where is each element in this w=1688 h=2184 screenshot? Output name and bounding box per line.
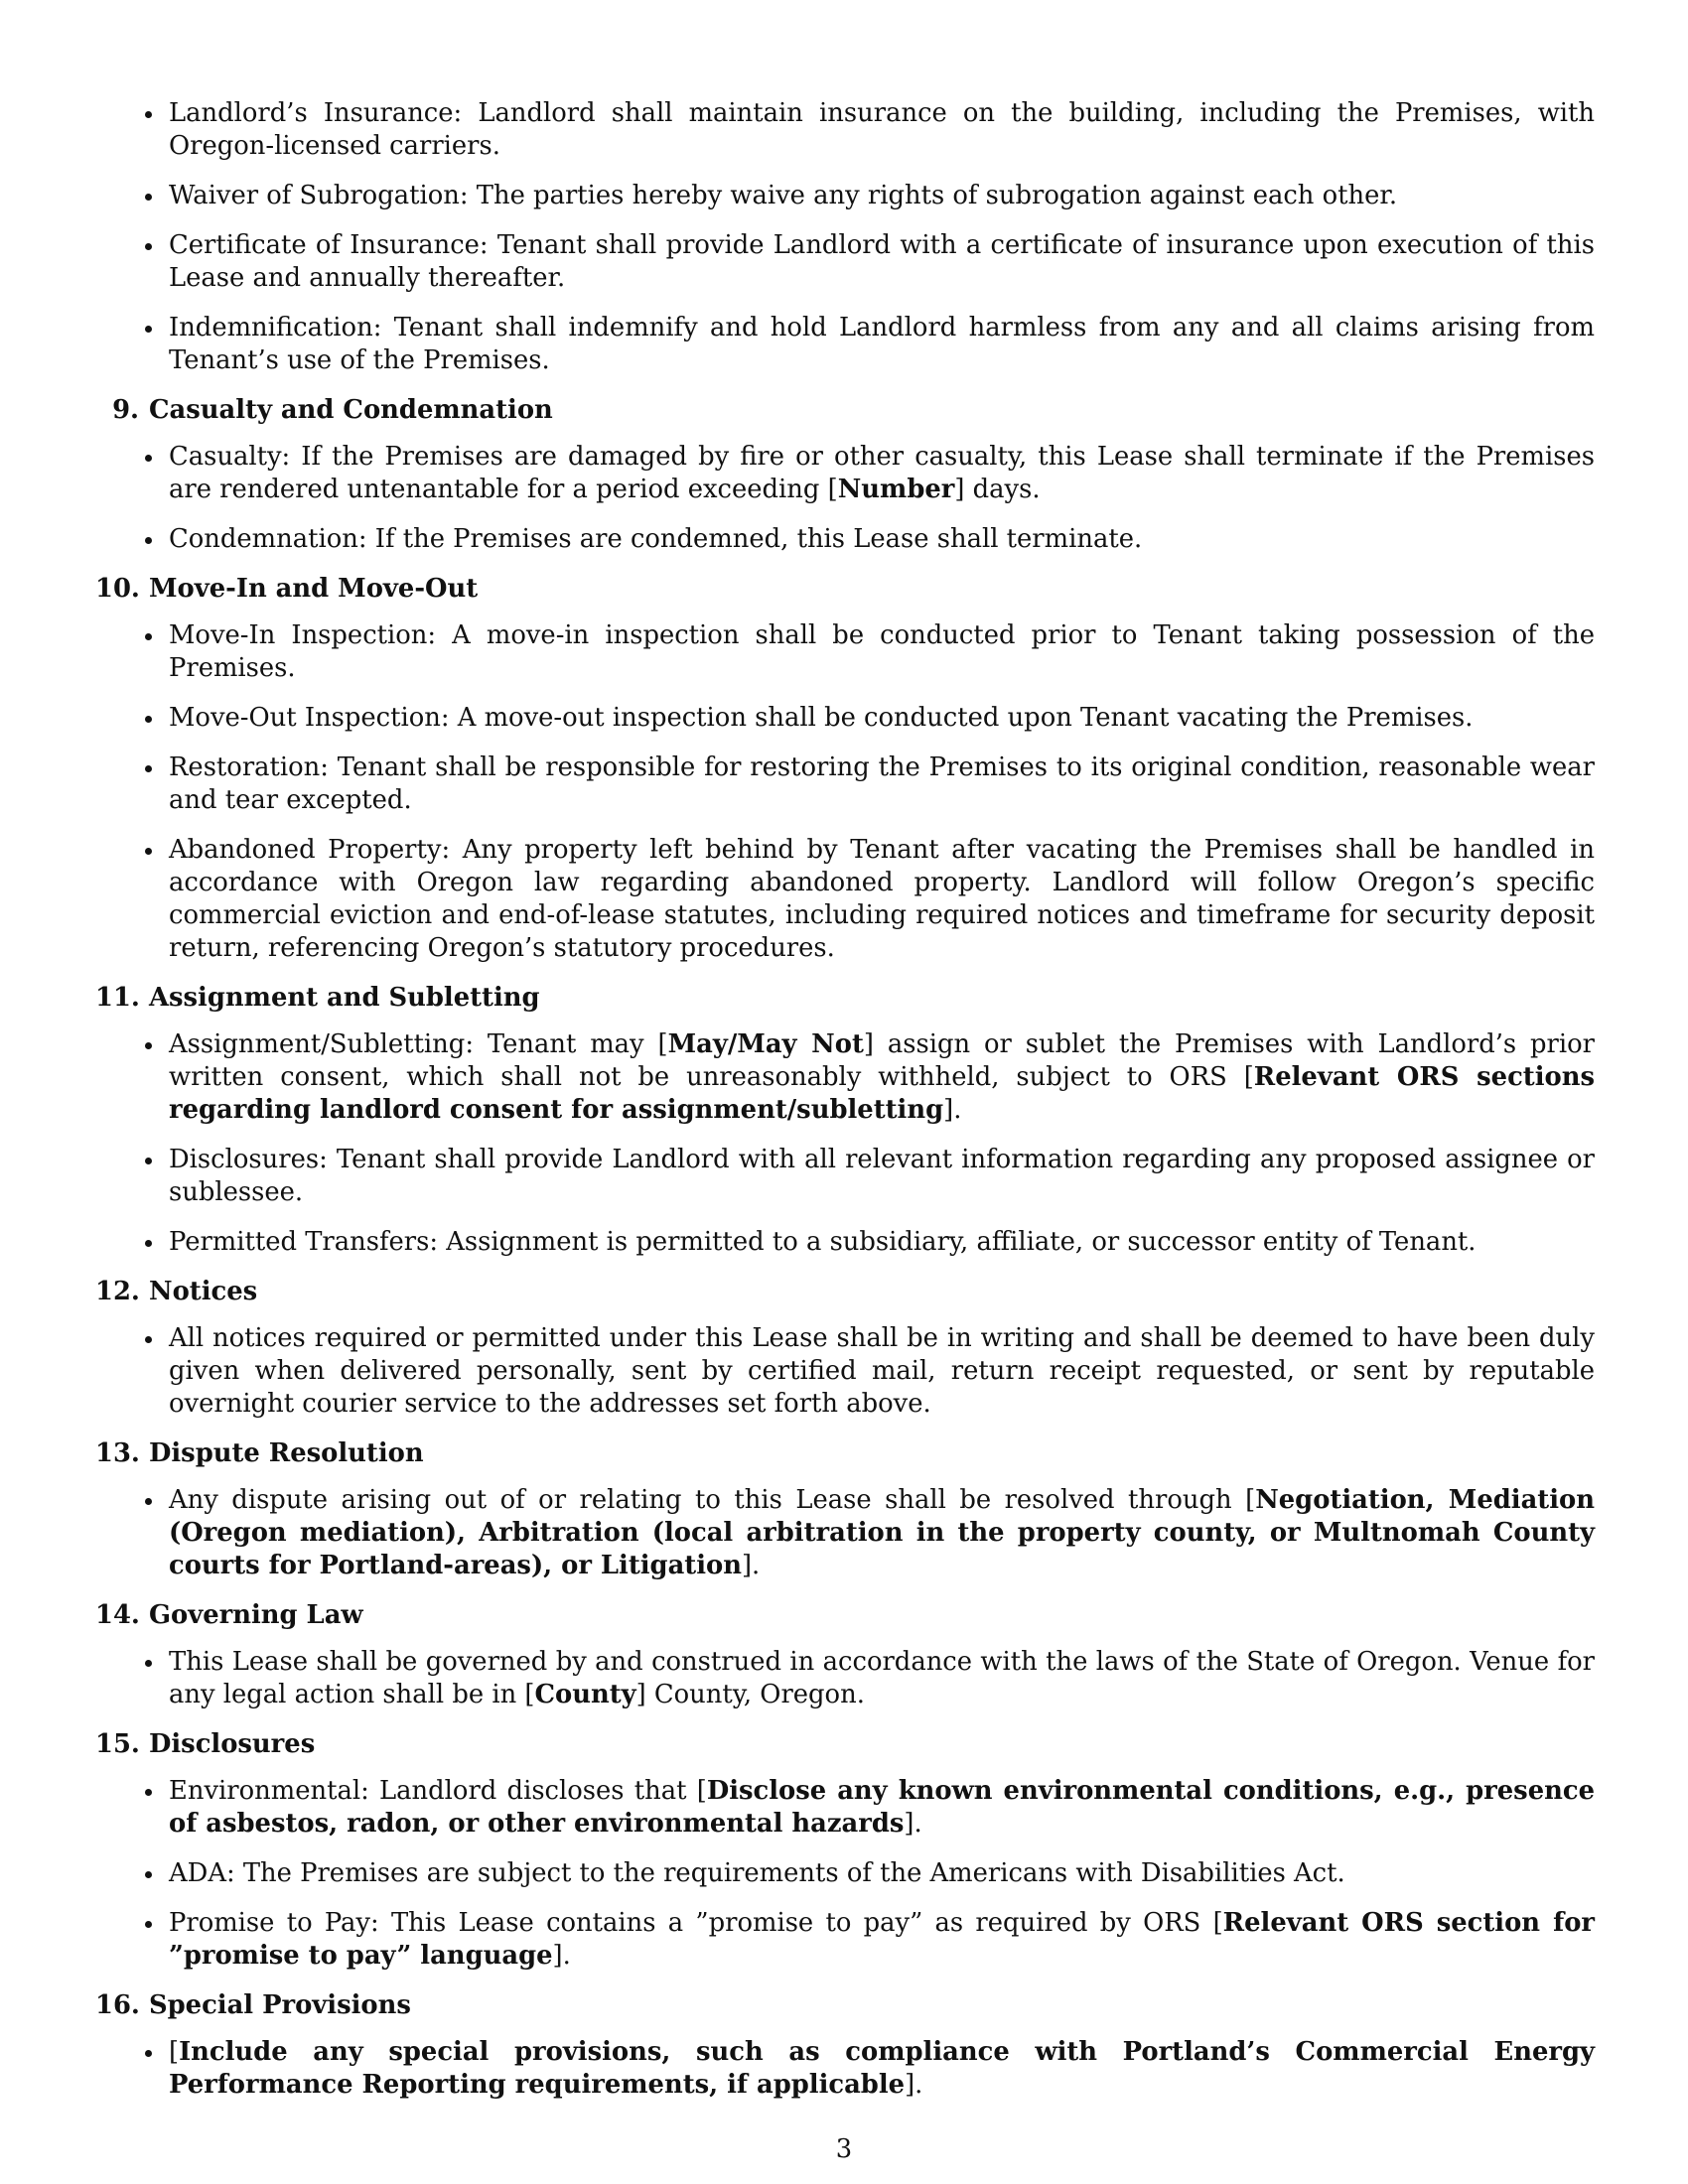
clause-text: ]. [943,1095,962,1125]
section [95,1989,1595,2102]
list-item [169,1775,1595,1841]
section [95,394,1595,556]
section [95,573,1595,965]
section-title: Disclosures [149,1729,316,1759]
clause-text: ]. [904,1809,922,1839]
placeholder-text: May/May Not [667,1029,864,1059]
clause-text: ]. [741,1551,761,1580]
clause-text: Promise to Pay: This Lease contains a ”promise to pay” as required by ORS [ [169,1908,1223,1938]
section-title: Dispute Resolution [149,1438,424,1468]
section-number: 12. [95,1277,140,1306]
page-number: 3 [835,2134,853,2164]
list-item [169,834,1595,965]
insurance-clause-list [95,97,1595,377]
list-item [169,751,1595,817]
clause-text: [ [169,2037,180,2067]
list-item [169,702,1595,735]
list-item [169,1226,1595,1259]
list-item [169,1028,1595,1127]
section-title: Notices [149,1277,258,1306]
section-heading [95,982,1595,1015]
clause-text: Restoration: Tenant shall be responsible for restoring the Premises to its original condition, reasonable wear and tear excepted. [169,752,1595,815]
section [95,1599,1595,1711]
section-heading [95,394,1595,427]
section-heading [95,1728,1595,1761]
list-item [169,1144,1595,1209]
clause-text: ] days. [954,475,1041,504]
section-number: 15. [95,1729,140,1759]
clause-text: Move-Out Inspection: A move-out inspection shall be conducted upon Tenant vacating the Premises. [169,703,1474,733]
clause-text: Certificate of Insurance: Tenant shall provide Landlord with a certificate of insurance upon execution of this Lease and annually thereafter. [169,230,1595,293]
list-item [169,97,1595,163]
placeholder-text: Disclose any known environmental conditions, e.g., presence of asbestos, radon, or other environmental hazards [169,1776,1595,1839]
section-clause-list [95,2036,1595,2102]
section-number: 10. [95,574,140,604]
section [95,1728,1595,1973]
section-title: Governing Law [149,1600,363,1630]
clause-text: Environmental: Landlord discloses that [ [169,1776,707,1806]
list-item [169,2036,1595,2102]
section-title: Assignment and Subletting [149,983,540,1013]
list-item [169,523,1595,556]
clause-text: ADA: The Premises are subject to the requirements of the Americans with Disabilities Act. [169,1858,1345,1888]
list-item [169,1857,1595,1890]
section-clause-list [95,1028,1595,1259]
list-item [169,619,1595,685]
clause-text: Casualty: If the Premises are damaged by fire or other casualty, this Lease shall terminate if the Premises are rendered untenantable for a period exceeding [ [169,442,1595,504]
clause-text: Any dispute arising out of or relating to this Lease shall be resolved through [ [169,1485,1256,1515]
clause-text: Condemnation: If the Premises are condemned, this Lease shall terminate. [169,524,1143,554]
section-clause-list [95,1775,1595,1973]
placeholder-text: Relevant ORS sections regarding landlord consent for assignment/subletting [169,1062,1595,1125]
section-number: 14. [95,1600,140,1630]
section-heading [95,1437,1595,1470]
section-title: Special Provisions [149,1990,411,2020]
section-title: Casualty and Condemnation [149,395,553,425]
clause-text: ]. [552,1941,571,1971]
section-heading [95,573,1595,606]
list-item [169,312,1595,377]
section-clause-list [95,1484,1595,1582]
clause-text: ] County, Oregon. [635,1680,865,1709]
clause-text: Indemnification: Tenant shall indemnify and hold Landlord harmless from any and all claims arising from Tenant’s use of the Premises. [169,313,1595,375]
section [95,982,1595,1259]
section [95,1437,1595,1582]
list-item [169,180,1595,212]
section-heading [95,1276,1595,1308]
list-item [169,229,1595,295]
section-number: 9. [112,395,139,425]
sections-container [95,394,1595,2102]
placeholder-text: Number [837,475,955,504]
clause-text: Assignment/Subletting: Tenant may [ [169,1029,668,1059]
list-item [169,1322,1595,1421]
section-heading [95,1989,1595,2022]
section [95,1276,1595,1421]
placeholder-text: County [534,1680,636,1709]
clause-text: Abandoned Property: Any property left behind by Tenant after vacating the Premises shall be handled in accordance with Oregon law regarding abandoned property. Landlord will follow Oregon’s specific commercial eviction and end-of-lease statutes, including required notices and timeframe for security deposit return, referencing Oregon’s statutory procedures. [169,835,1595,963]
clause-text: Landlord’s Insurance: Landlord shall maintain insurance on the building, including the Premises, with Oregon-licensed carriers. [169,98,1595,161]
placeholder-text: Include any special provisions, such as compliance with Portland’s Commercial Energy Performance Reporting requirements, if applicable [169,2037,1595,2100]
section-number: 13. [95,1438,140,1468]
clause-text: This Lease shall be governed by and construed in accordance with the laws of the State of Oregon. Venue for any legal action shall be in [ [169,1647,1595,1709]
list-item [169,1646,1595,1711]
clause-text: Waiver of Subrogation: The parties hereby waive any rights of subrogation against each other. [169,181,1398,210]
section-heading [95,1599,1595,1632]
section-number: 11. [95,983,140,1013]
clause-text: Permitted Transfers: Assignment is permitted to a subsidiary, affiliate, or successor entity of Tenant. [169,1227,1477,1257]
clause-text: All notices required or permitted under this Lease shall be in writing and shall be deemed to have been duly given when delivered personally, sent by certified mail, return receipt requested, or sent by reputable overnight courier service to the addresses set forth above. [169,1323,1595,1419]
section-title: Move-In and Move-Out [149,574,479,604]
section-clause-list [95,619,1595,965]
clause-text: Disclosures: Tenant shall provide Landlord with all relevant information regarding any proposed assignee or sublessee. [169,1145,1595,1207]
list-item [169,1484,1595,1582]
section-clause-list [95,1322,1595,1421]
placeholder-text: Negotiation, Mediation (Oregon mediation), Arbitration (local arbitration in the property county, or Multnomah County courts for Portland-areas), or Litigation [169,1485,1595,1580]
clause-text: ]. [905,2070,923,2100]
section-number: 16. [95,1990,140,2020]
lease-document-page [95,97,1595,2118]
placeholder-text: Relevant ORS section for ”promise to pay” language [169,1908,1595,1971]
section-clause-list [95,1646,1595,1711]
section-clause-list [95,441,1595,556]
clause-text: Move-In Inspection: A move-in inspection shall be conducted prior to Tenant taking possession of the Premises. [169,620,1595,683]
list-item [169,1907,1595,1973]
clause-text: ] assign or sublet the Premises with Landlord’s prior written consent, which shall not be unreasonably withheld, subject to ORS [ [169,1029,1595,1092]
list-item [169,441,1595,506]
